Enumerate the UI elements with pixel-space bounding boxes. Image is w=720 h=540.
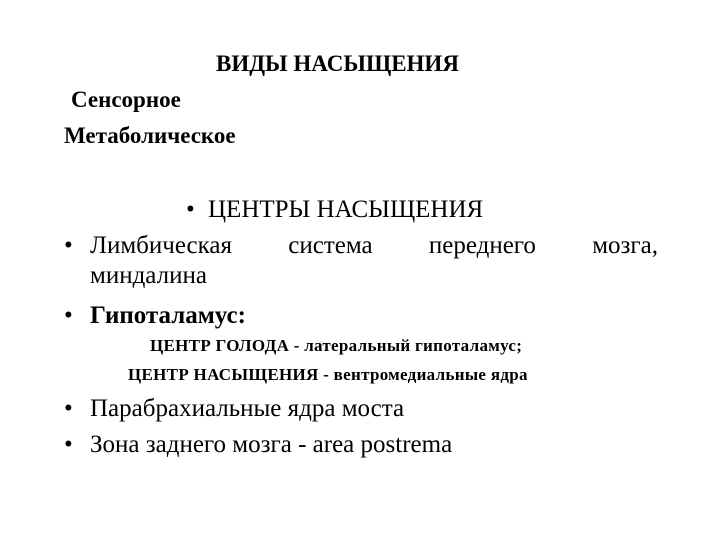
area-postrema: Зона заднего мозга - area postrema: [90, 431, 453, 458]
hypothalamus-bullet: •: [64, 302, 73, 329]
centers-title-bullet: •: [186, 196, 195, 223]
hunger-center: ЦЕНТР ГОЛОДА - латеральный гипоталамус;: [150, 336, 523, 355]
satiety-center: ЦЕНТР НАСЫЩЕНИЯ - вентромедиальные ядра: [128, 365, 528, 384]
type-metabolic: Метаболическое: [64, 123, 236, 148]
hypothalamus-label: Гипоталамус:: [90, 302, 246, 329]
limbic-line: [90, 233, 658, 258]
limbic-word: Лимбическая: [90, 232, 233, 259]
parabrachial-bullet: •: [64, 395, 73, 422]
area-postrema-bullet: •: [64, 431, 73, 458]
limbic-continuation: миндалина: [90, 262, 207, 289]
limbic-word: мозга,: [592, 232, 658, 259]
types-title: ВИДЫ НАСЫЩЕНИЯ: [216, 51, 459, 76]
limbic-word: переднего: [428, 232, 536, 259]
type-sensory: Сенсорное: [71, 87, 181, 112]
centers-title: ЦЕНТРЫ НАСЫЩЕНИЯ: [208, 196, 484, 223]
limbic-word: система: [288, 232, 373, 259]
limbic-bullet: •: [64, 232, 73, 259]
parabrachial-nuclei: Парабрахиальные ядра моста: [90, 395, 405, 422]
